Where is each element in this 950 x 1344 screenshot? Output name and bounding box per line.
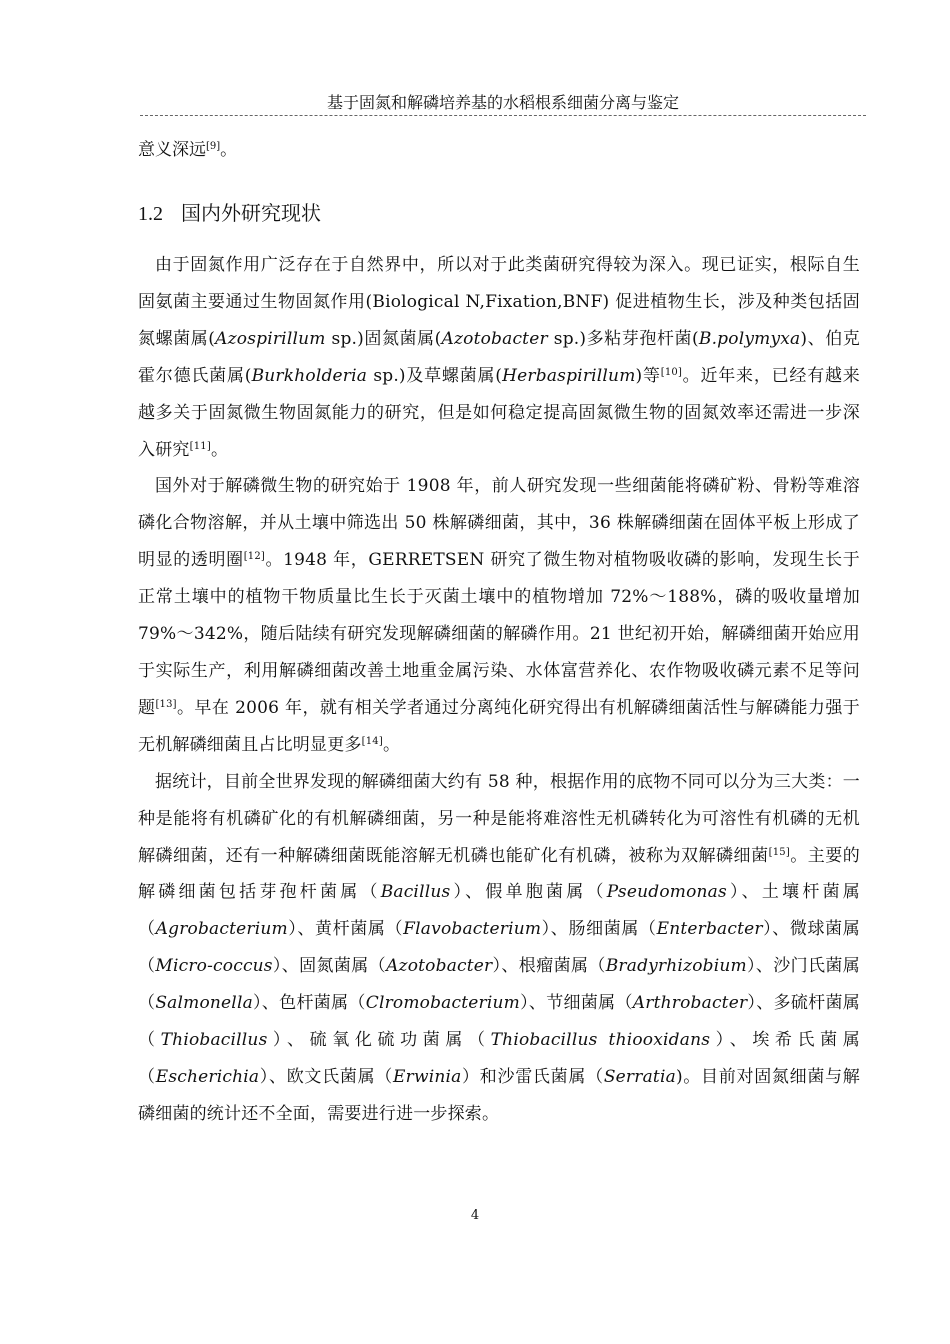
species-name: Erwinia bbox=[393, 1066, 462, 1087]
text-run: ）和沙雷氏菌属（ bbox=[461, 1066, 604, 1087]
species-name: Azotobacter bbox=[441, 328, 548, 349]
text-run: ）、肠细菌属（ bbox=[541, 919, 657, 940]
section-title: 国内外研究现状 bbox=[181, 201, 321, 225]
text-run: 由于固氮作用广泛存在于自然界中，所以对于此类菌研究得较为深入。现已证实，根际自生固氨菌主要通过生物固氮作用(Biological N,Fixation,BNF) 促进植物生长，涉及种类包括固氮螺菌属( bbox=[138, 255, 860, 349]
species-name: Thiobacillus bbox=[160, 1030, 268, 1051]
continuation-text: 意义深远 bbox=[138, 140, 206, 160]
citation: [13] bbox=[155, 698, 177, 710]
species-name: Flavobacterium bbox=[403, 919, 542, 940]
text-run: ）、多硫杆菌属（ bbox=[138, 993, 860, 1051]
species-name: Bradyrhizobium bbox=[605, 956, 747, 977]
species-name: Micro-coccus bbox=[155, 956, 273, 977]
species-name: Azospirillum bbox=[215, 328, 326, 349]
species-name: Burkholderia bbox=[251, 365, 368, 386]
text-run: 据统计，目前全世界发现的解磷细菌大约有 58 种，根据作用的底物不同可以分为三大类：一种是能将有机磷矿化的有机解磷细菌，另一种是能将难溶性无机磷转化为可溶性有机磷的无机解磷细菌，还有一种解磷细菌既能溶解无机磷也能矿化有机磷，被称为双解磷细菌 bbox=[138, 771, 860, 866]
text-run: ）、黄杆菌属（ bbox=[287, 919, 404, 940]
text-run: ）、根瘤菌属（ bbox=[492, 956, 606, 977]
text-run: sp.)及草螺菌属( bbox=[367, 365, 503, 386]
text-run: 。近年来，已经有越来越多关于固氮微生物固氮能力的研究，但是如何稳定提高固氮微生物的固氮效率还需进一步深入研究 bbox=[138, 365, 860, 460]
text-run: )等 bbox=[635, 365, 661, 386]
text-run: )。目前对固氮细菌与解磷细菌的统计还不全面，需要进行进一步探索。 bbox=[138, 1066, 861, 1124]
species-name: Azotobacter bbox=[386, 956, 493, 977]
paragraph-phosphate-history bbox=[138, 468, 860, 763]
species-name: Enterbacter bbox=[656, 919, 763, 940]
citation: [9] bbox=[206, 141, 221, 152]
text-run: 国外对于解磷微生物的研究始于 1908 年，前人研究发现一些细菌能将磷矿粉、骨粉等难溶磷化合物溶解，并从土壤中筛选出 50 株解磷细菌，其中，36 株解磷细菌在固体平板上形成了明显的透明圈 bbox=[138, 476, 860, 571]
citation: [11] bbox=[189, 440, 211, 452]
species-name: Pseudomonas bbox=[606, 882, 727, 903]
citation: [12] bbox=[243, 551, 266, 563]
paragraph-nitrogen-fixation bbox=[138, 247, 860, 468]
citation: [15] bbox=[768, 846, 790, 858]
text-run: ）、沙门氏菌属（ bbox=[138, 956, 861, 1014]
citation: [10] bbox=[660, 366, 683, 378]
running-header: 基于固氮和解磷培养基的水稻根系细菌分离与鉴定 bbox=[140, 92, 866, 116]
text-run: ）、色杆菌属（ bbox=[252, 993, 366, 1014]
text-run: ）、节细菌属（ bbox=[519, 993, 633, 1014]
species-name: Serratia bbox=[603, 1066, 676, 1087]
text-run: ）、硫氧化硫功菌属（ bbox=[267, 1030, 491, 1051]
species-name: Herbaspirillum bbox=[502, 365, 636, 386]
text-run: ）、欧文氏菌属（ bbox=[259, 1066, 394, 1087]
page-number: 4 bbox=[470, 1208, 480, 1223]
species-name: Bacillus bbox=[380, 882, 451, 903]
species-name: Escherichia bbox=[155, 1066, 260, 1087]
species-name: Agrobacterium bbox=[155, 919, 288, 940]
text-run: ）、假单胞菌属（ bbox=[450, 882, 607, 903]
species-name: Arthrobacter bbox=[632, 993, 748, 1014]
species-name: B.polymyxa bbox=[698, 328, 801, 349]
text-run: )、伯克霍尔德氏菌属( bbox=[138, 328, 860, 386]
text-run: 。 bbox=[382, 734, 401, 755]
citation: [14] bbox=[361, 735, 383, 747]
text-run: ）、微球菌属（ bbox=[138, 919, 861, 977]
species-name: Thiobacillus thiooxidans bbox=[490, 1030, 711, 1051]
text-run: ）、固氮菌属（ bbox=[272, 956, 387, 977]
text-run: 。1948 年，GERRETSEN 研究了微生物对植物吸收磷的影响，发现生长于正常土壤中的植物干物质量比生长于灭菌土壤中的植物增加 72%～188%，磷的吸收量增加 79%～342%，随后陆续有研究发现解磷细菌的解磷作用。21 世纪初开始，解磷细菌开始应用于实际生产，利用解磷细菌改善土地重金属污染、水体富营养化、农作物吸收磷元素不足等问题 bbox=[138, 550, 860, 718]
text-run: ）、土壤杆菌属（ bbox=[138, 882, 860, 940]
continuation-line bbox=[138, 132, 860, 168]
text-run: sp.)固氮菌属( bbox=[325, 328, 442, 349]
text-run: sp.)多粘芽孢杆菌( bbox=[547, 328, 699, 349]
species-name: Salmonella bbox=[155, 993, 253, 1014]
text-run: ）、埃希氏菌属（ bbox=[138, 1030, 860, 1087]
continuation-end: 。 bbox=[220, 140, 238, 160]
text-run: 。 bbox=[210, 439, 229, 460]
text-run: 。早在 2006 年，就有相关学者通过分离纯化研究得出有机解磷细菌活性与解磷能力强于无机解磷细菌且占比明显更多 bbox=[138, 697, 860, 755]
text-run: 。主要的解磷细菌包括芽孢杆菌属（ bbox=[138, 845, 860, 903]
section-number: 1.2 bbox=[138, 203, 163, 225]
page-body bbox=[138, 132, 860, 1133]
paragraph-phosphate-genera bbox=[138, 764, 860, 1133]
species-name: Clromobacterium bbox=[365, 993, 520, 1014]
section-heading bbox=[138, 198, 860, 229]
